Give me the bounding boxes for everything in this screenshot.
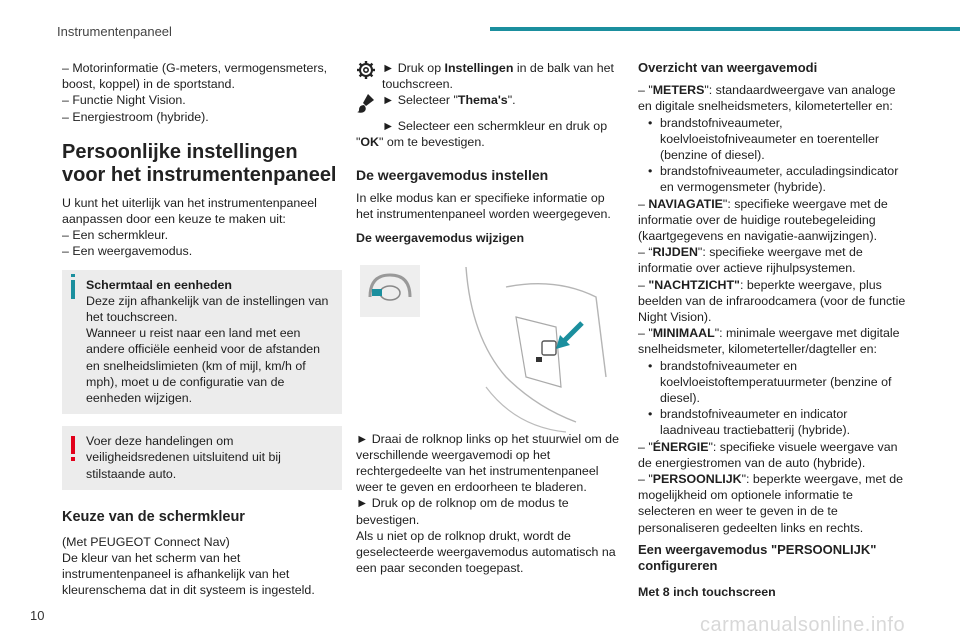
mode-text: ": specifieke visuele weergave van de energiestromen van de auto (hybride).	[638, 439, 898, 470]
info-icon	[71, 274, 75, 277]
subheading: De weergavemodus wijzigen	[356, 231, 525, 246]
paragraph: U kunt het uiterlijk van het instrumentenpaneel aanpassen door een keuze te maken uit:	[62, 195, 317, 227]
list-item: – Een weergavemodus.	[62, 244, 193, 259]
page-number: 10	[30, 608, 45, 623]
list-item: – Energiestroom (hybride).	[62, 109, 209, 124]
warning-box	[62, 426, 342, 490]
step-text: " om te bevestigen.	[379, 134, 485, 149]
step-keyword: Thema's	[457, 93, 508, 108]
step-row	[356, 60, 624, 92]
mode-text: – "	[638, 439, 653, 454]
paragraph: (Met PEUGEOT Connect Nav)	[62, 534, 230, 549]
column-left	[62, 60, 342, 599]
mode-text: ": specifieke weergave met de informatie over de huidige routebegeleiding (kaartgegevens en navigatie-aanwijzingen).	[638, 196, 888, 244]
list-item: – Een schermkleur.	[62, 228, 169, 243]
step-text: in de balk van het touchscreen.	[382, 61, 614, 92]
info-box	[62, 270, 342, 415]
subheading: Met 8 inch touchscreen	[638, 585, 776, 600]
mode-name: MINIMAAL	[652, 326, 715, 341]
warning-icon	[71, 436, 75, 454]
section-heading: Een weergavemodus "PERSOONLIJK" configureren	[638, 541, 877, 574]
mode-text: –	[638, 196, 649, 211]
header-title: Instrumentenpaneel	[57, 24, 172, 39]
header-accent-bar	[490, 27, 960, 31]
section-heading: Keuze van de schermkleur	[62, 508, 245, 525]
info-icon-bar	[71, 280, 75, 299]
list-item: • brandstofniveaumeter en indicator laadniveau tractiebatterij (hybride).	[638, 406, 908, 438]
steering-wheel-illustration	[356, 257, 624, 417]
list-item: – Functie Night Vision.	[62, 93, 186, 108]
step-row	[356, 92, 624, 118]
info-box-text: Wanneer u reist naar een land met een andere officiële eenheid voor de afstanden en snelheidslimieten (km of mijl, km/h of mph), moet u de configuratie van de eenheden wijzigen.	[86, 326, 320, 406]
mode-text: ": minimale weergave met digitale snelheidsmeter, kilometerteller/dagteller en:	[638, 326, 900, 357]
mode-text: – “	[638, 245, 653, 260]
step-text: ► Druk op	[382, 61, 445, 75]
list-item: • brandstofniveaumeter, acculadingsindicator en vermogensmeter (hybride).	[638, 163, 908, 195]
mode-name: PERSOONLIJK	[652, 472, 742, 487]
step-text: ► Selecteer een schermkleur en druk op "	[356, 118, 608, 149]
step-text: ".	[507, 93, 516, 108]
mode-name: RIJDEN	[652, 245, 698, 260]
step-keyword: Instellingen	[444, 61, 514, 75]
mode-name: ÉNERGIE	[652, 439, 709, 454]
section-heading: De weergavemodus instellen	[356, 167, 549, 184]
list-item: • brandstofniveaumeter en koelvloeistoftemperatuurmeter (benzine of diesel).	[638, 358, 908, 407]
paragraph: De kleur van het scherm van het instrumentenpaneel is afhankelijk van het kleurenschema dat in dit systeem is ingesteld.	[62, 551, 315, 598]
mode-text: – "	[638, 83, 653, 98]
paragraph: Als u niet op de rolknop drukt, wordt de geselecteerde weergavemodus automatisch na een paar seconden toegepast.	[356, 528, 616, 576]
mode-text: ": standaardweergave van analoge en digitale snelheidsmeters, kilometerteller en:	[638, 83, 896, 114]
mode-text: : beperkte weergave, plus beelden van de infraroodcamera (voor de functie Night Vision).	[638, 277, 906, 325]
gear-icon	[356, 60, 382, 84]
mode-name: "NACHTZICHT"	[648, 277, 740, 292]
section-heading: Overzicht van weergavemodi	[638, 60, 818, 75]
mode-text: – "	[638, 472, 653, 487]
column-middle	[356, 60, 624, 576]
watermark: carmanualsonline.info	[700, 614, 906, 636]
column-right	[638, 60, 908, 609]
paragraph: ► Draai de rolknop links op het stuurwiel om de verschillende weergavemodi op het rechtergedeelte van het instrumentenpaneel weer te geven en erdoorheen te bladeren.	[356, 431, 619, 495]
paragraph: In elke modus kan er specifieke informatie op het instrumentenpaneel worden weergegeven.	[356, 191, 611, 222]
info-box-text: Deze zijn afhankelijk van de instellingen van het touchscreen.	[86, 293, 329, 325]
paragraph: ► Druk op de rolknop om de modus te bevestigen.	[356, 496, 569, 527]
warning-icon-dot	[71, 457, 75, 461]
step-keyword: OK	[360, 134, 379, 149]
warning-box-text: Voer deze handelingen om veiligheidsredenen uitsluitend uit bij stilstaande auto.	[86, 434, 281, 481]
mode-text: –	[638, 277, 649, 292]
mode-text: ": beperkte weergave, met de mogelijkheid om optionele informatie te selecteren en weer te geven in de te personaliseren gedeelten links en rechts.	[638, 472, 903, 535]
mode-text: ": specifieke weergave met de informatie over actieve rijhulpsystemen.	[638, 245, 863, 276]
step-text: ► Selecteer "	[382, 93, 458, 108]
info-box-title: Schermtaal en eenheden	[86, 277, 232, 292]
mode-name: METERS	[652, 83, 705, 98]
mode-text: – "	[638, 326, 653, 341]
list-item: – Motorinformatie (G-meters, vermogensmeters, boost, koppel) in de sportstand.	[62, 61, 328, 92]
section-heading: Persoonlijke instellingen voor het instrumentenpaneel	[62, 140, 337, 186]
mode-name: NAVIAGATIE	[648, 196, 723, 211]
list-item: • brandstofniveaumeter, koelvloeistofniveaumeter en toerenteller (benzine of diesel).	[638, 115, 908, 164]
palette-icon	[356, 92, 382, 118]
